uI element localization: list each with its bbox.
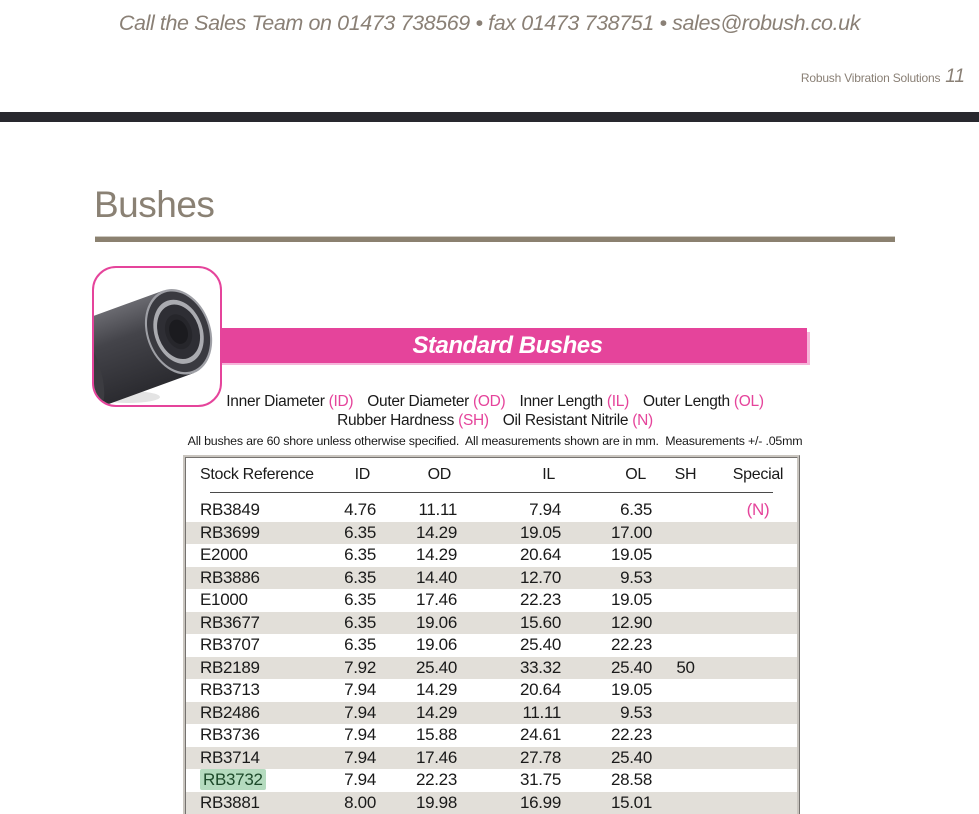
od-cell: 19.06 [415, 612, 457, 632]
legend-code: (N) [632, 411, 653, 429]
id-cell: 6.35 [344, 635, 376, 655]
id-cell: 4.76 [344, 500, 376, 520]
od-cell: 14.29 [415, 702, 457, 722]
legend-code: (SH) [458, 411, 489, 429]
table-row [186, 634, 797, 657]
stock-reference-cell: RB3714 [200, 747, 260, 767]
table-row [186, 792, 797, 814]
stock-reference-cell: RB3732 [186, 770, 318, 790]
legend-code: (OD) [473, 393, 506, 410]
id-cell: 7.92 [344, 657, 376, 677]
ol-cell: 6.35 [620, 500, 652, 520]
il-cell: 25.40 [519, 635, 561, 655]
od-cell: 14.29 [415, 522, 457, 542]
table-row [186, 747, 797, 770]
col-header-id: ID [354, 466, 370, 483]
id-cell: 7.94 [344, 770, 376, 790]
legend-line-1 [183, 393, 807, 412]
od-cell: 14.29 [415, 680, 457, 700]
il-cell: 16.99 [519, 792, 561, 812]
legend-code: (ID) [328, 393, 354, 410]
id-cell: 7.94 [344, 747, 376, 767]
ol-cell: 19.05 [610, 545, 652, 565]
table-row [186, 769, 797, 792]
od-cell: 19.06 [415, 635, 457, 655]
rubber-bush-photo [94, 270, 220, 407]
special-cell: (N) [746, 500, 770, 520]
od-cell: 14.29 [415, 545, 457, 565]
table-row [186, 589, 797, 612]
title-rule [95, 236, 895, 242]
il-cell: 7.94 [529, 500, 561, 520]
id-cell: 6.35 [344, 567, 376, 587]
od-cell: 11.11 [418, 500, 457, 520]
stock-reference-cell: RB3713 [200, 680, 260, 700]
id-cell: 7.94 [344, 702, 376, 722]
col-header-special: Special [732, 466, 784, 483]
id-cell: 7.94 [344, 725, 376, 745]
legend-label: Rubber Hardness [337, 411, 455, 429]
table-row [186, 544, 797, 567]
stock-reference-cell: RB3707 [200, 635, 260, 655]
od-cell: 22.23 [415, 770, 457, 790]
ol-cell: 19.05 [610, 680, 652, 700]
divider-bar [0, 112, 979, 122]
ol-cell: 25.40 [610, 657, 652, 677]
il-cell: 12.70 [519, 567, 561, 587]
legend-label: Outer Diameter [367, 393, 470, 410]
il-cell: 11.11 [522, 702, 561, 722]
id-cell: 6.35 [344, 612, 376, 632]
il-cell: 31.75 [519, 770, 561, 790]
od-cell: 19.98 [415, 792, 457, 812]
il-cell: 20.64 [519, 545, 561, 565]
legend-line-2 [183, 412, 807, 431]
il-cell: 15.60 [519, 612, 561, 632]
stock-reference-cell: E2000 [200, 545, 248, 565]
table-row [186, 724, 797, 747]
ol-cell: 25.40 [610, 747, 652, 767]
legend-label: Outer Length [642, 393, 730, 410]
sh-cell: 50 [676, 657, 695, 677]
col-header-ol: OL [625, 466, 646, 483]
stock-reference-cell: RB3886 [200, 567, 260, 587]
measurement-note: All bushes are 60 shore unless otherwise specified. All measurements shown are in mm. Measurements +/- .05mm [187, 434, 803, 448]
banner-label: Standard Bushes [412, 331, 603, 359]
page-title: Bushes [94, 184, 215, 225]
legend-code: (IL) [606, 393, 629, 410]
ol-cell: 22.23 [610, 635, 652, 655]
id-cell: 6.35 [344, 545, 376, 565]
table-row [186, 499, 797, 522]
table-row [186, 702, 797, 725]
id-cell: 8.00 [344, 792, 376, 812]
table-row [186, 657, 797, 680]
od-cell: 17.46 [415, 747, 457, 767]
id-cell: 6.35 [344, 590, 376, 610]
ol-cell: 19.05 [610, 590, 652, 610]
il-cell: 19.05 [519, 522, 561, 542]
stock-reference-cell: RB2486 [200, 702, 260, 722]
table-row [186, 567, 797, 590]
stock-reference-cell: E1000 [200, 590, 248, 610]
col-header-sh: SH [674, 466, 697, 483]
table-header-row [186, 458, 797, 492]
ol-cell: 17.00 [610, 522, 652, 542]
od-cell: 14.40 [415, 567, 457, 587]
stock-reference-cell: RB3699 [200, 522, 260, 542]
il-cell: 27.78 [519, 747, 561, 767]
table-row [186, 612, 797, 635]
brand-line [801, 66, 965, 88]
ol-cell: 9.53 [620, 702, 652, 722]
table-row [186, 522, 797, 545]
ol-cell: 15.01 [610, 792, 652, 812]
brand-name: Robush Vibration Solutions [800, 71, 941, 85]
stock-reference-cell: RB2189 [200, 657, 260, 677]
col-header-od: OD [427, 466, 451, 483]
stock-reference-cell: RB3736 [200, 725, 260, 745]
od-cell: 15.88 [415, 725, 457, 745]
standard-bushes-banner [208, 328, 807, 363]
il-cell: 33.32 [519, 657, 561, 677]
legend [183, 393, 807, 451]
id-cell: 6.35 [344, 522, 376, 542]
legend-label: Inner Length [519, 393, 603, 410]
il-cell: 22.23 [519, 590, 561, 610]
sales-contact-line: Call the Sales Team on 01473 738569 • fax 01473 738751 • sales@robush.co.uk [118, 11, 861, 35]
legend-code: (OL) [733, 393, 764, 410]
bush-photo-frame [92, 266, 222, 407]
ol-cell: 22.23 [610, 725, 652, 745]
stock-reference-cell: RB3677 [200, 612, 260, 632]
legend-label: Inner Diameter [226, 393, 325, 410]
legend-label: Oil Resistant Nitrile [502, 411, 629, 429]
bushes-table [183, 455, 800, 814]
table-body [186, 493, 797, 814]
id-cell: 7.94 [344, 680, 376, 700]
col-header-stock-reference: Stock Reference [200, 466, 314, 483]
col-header-il: IL [542, 466, 555, 483]
page-number: 11 [945, 66, 965, 87]
il-cell: 20.64 [519, 680, 561, 700]
il-cell: 24.61 [519, 725, 561, 745]
stock-reference-cell: RB3849 [200, 500, 260, 520]
od-cell: 17.46 [415, 590, 457, 610]
stock-reference-cell: RB3881 [200, 792, 260, 812]
od-cell: 25.40 [415, 657, 457, 677]
ol-cell: 12.90 [610, 612, 652, 632]
table-row [186, 679, 797, 702]
ol-cell: 9.53 [620, 567, 652, 587]
ol-cell: 28.58 [610, 770, 652, 790]
